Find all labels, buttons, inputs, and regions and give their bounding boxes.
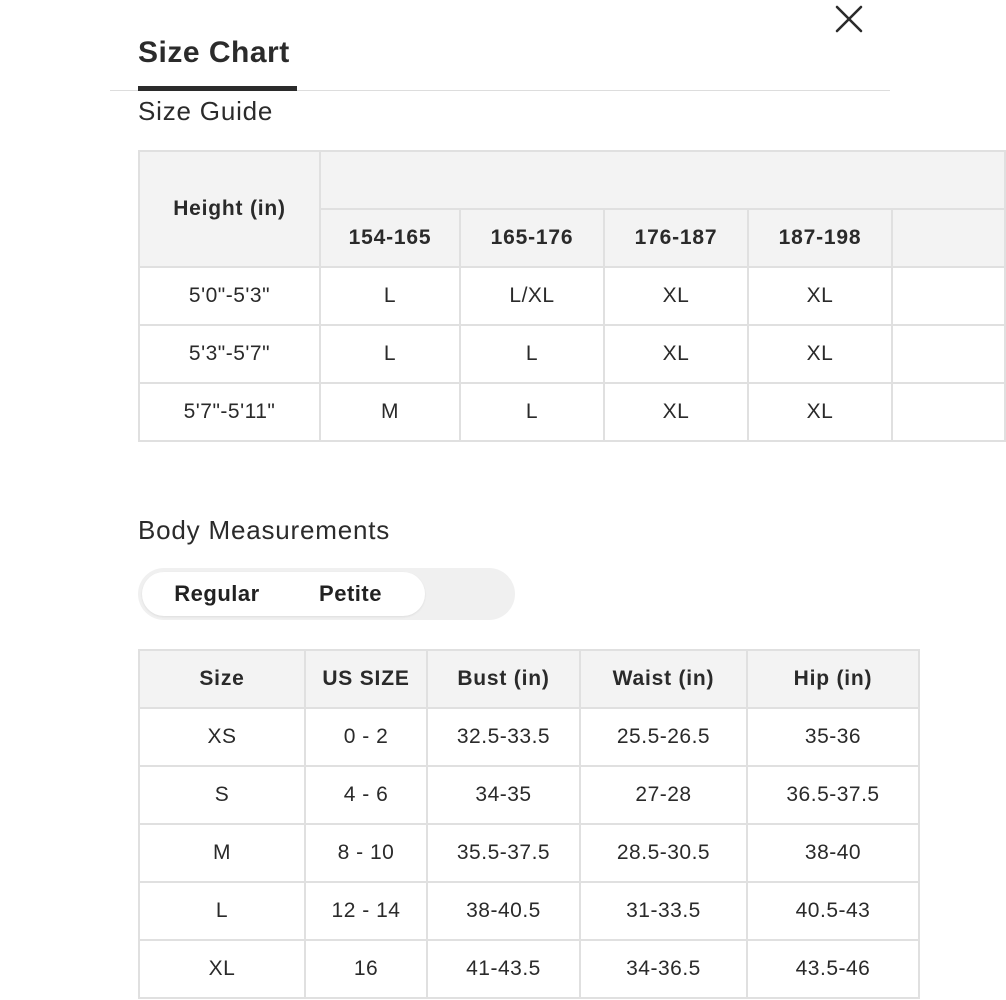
table-row [139, 766, 919, 824]
size-cell: XL [139, 940, 305, 998]
size-cell: M [320, 383, 460, 441]
bust-cell: 35.5-37.5 [427, 824, 580, 882]
column-header: US SIZE [305, 650, 427, 708]
us-size-cell: 12 - 14 [305, 882, 427, 940]
size-cell: XL [604, 383, 748, 441]
us-size-cell: 16 [305, 940, 427, 998]
column-header: Waist (in) [580, 650, 747, 708]
size-cell: L [320, 325, 460, 383]
tab-petite[interactable]: Petite [319, 581, 382, 606]
us-size-cell: 8 - 10 [305, 824, 427, 882]
close-button[interactable] [832, 2, 866, 36]
table-row [139, 708, 919, 766]
hip-cell: 40.5-43 [747, 882, 919, 940]
overflow-cell [892, 267, 1005, 325]
title-underline [138, 86, 297, 91]
body-measurements-title: Body Measurements [138, 515, 391, 545]
waist-cell: 27-28 [580, 766, 747, 824]
bust-cell: 34-35 [427, 766, 580, 824]
size-guide-table [138, 150, 1006, 442]
close-icon [832, 2, 866, 36]
size-cell: XL [748, 325, 892, 383]
size-cell: XL [748, 267, 892, 325]
waist-cell: 34-36.5 [580, 940, 747, 998]
size-cell: XL [604, 325, 748, 383]
size-cell: M [139, 824, 305, 882]
body-measurements-table [138, 649, 920, 999]
overflow-cell [892, 325, 1005, 383]
height-header: Height (in) [139, 151, 320, 267]
page-title: Size Chart [138, 36, 290, 69]
height-cell: 5'7"-5'11" [139, 383, 320, 441]
size-cell: XS [139, 708, 305, 766]
us-size-cell: 4 - 6 [305, 766, 427, 824]
size-cell: L [460, 325, 604, 383]
hip-cell: 43.5-46 [747, 940, 919, 998]
bust-cell: 41-43.5 [427, 940, 580, 998]
table-row [139, 325, 1005, 383]
table-row [139, 882, 919, 940]
table-row [139, 267, 1005, 325]
fit-tabs [138, 568, 515, 620]
overflow-cell [892, 383, 1005, 441]
height-cell: 5'0"-5'3" [139, 267, 320, 325]
us-size-cell: 0 - 2 [305, 708, 427, 766]
column-header: 187-198 [748, 209, 892, 267]
size-cell: XL [604, 267, 748, 325]
tab-label: Regular [174, 581, 260, 606]
size-guide-title: Size Guide [138, 96, 274, 126]
bust-cell: 38-40.5 [427, 882, 580, 940]
size-cell: L [320, 267, 460, 325]
size-cell: L [139, 882, 305, 940]
column-header: Hip (in) [747, 650, 919, 708]
size-cell: L/XL [460, 267, 604, 325]
waist-cell: 28.5-30.5 [580, 824, 747, 882]
column-header: 154-165 [320, 209, 460, 267]
table-row [139, 824, 919, 882]
column-header-overflow [892, 209, 1005, 267]
bust-cell: 32.5-33.5 [427, 708, 580, 766]
column-header: Size [139, 650, 305, 708]
column-header: 176-187 [604, 209, 748, 267]
size-cell: L [460, 383, 604, 441]
group-header [320, 151, 1005, 209]
waist-cell: 25.5-26.5 [580, 708, 747, 766]
column-header: 165-176 [460, 209, 604, 267]
table-row [139, 940, 919, 998]
table-row [139, 383, 1005, 441]
waist-cell: 31-33.5 [580, 882, 747, 940]
hip-cell: 35-36 [747, 708, 919, 766]
body-measurements-table-container[interactable] [138, 649, 880, 1000]
size-guide-table-container[interactable] [138, 150, 862, 442]
hip-cell: 38-40 [747, 824, 919, 882]
size-cell: S [139, 766, 305, 824]
hip-cell: 36.5-37.5 [747, 766, 919, 824]
size-cell: XL [748, 383, 892, 441]
height-cell: 5'3"-5'7" [139, 325, 320, 383]
column-header: Bust (in) [427, 650, 580, 708]
